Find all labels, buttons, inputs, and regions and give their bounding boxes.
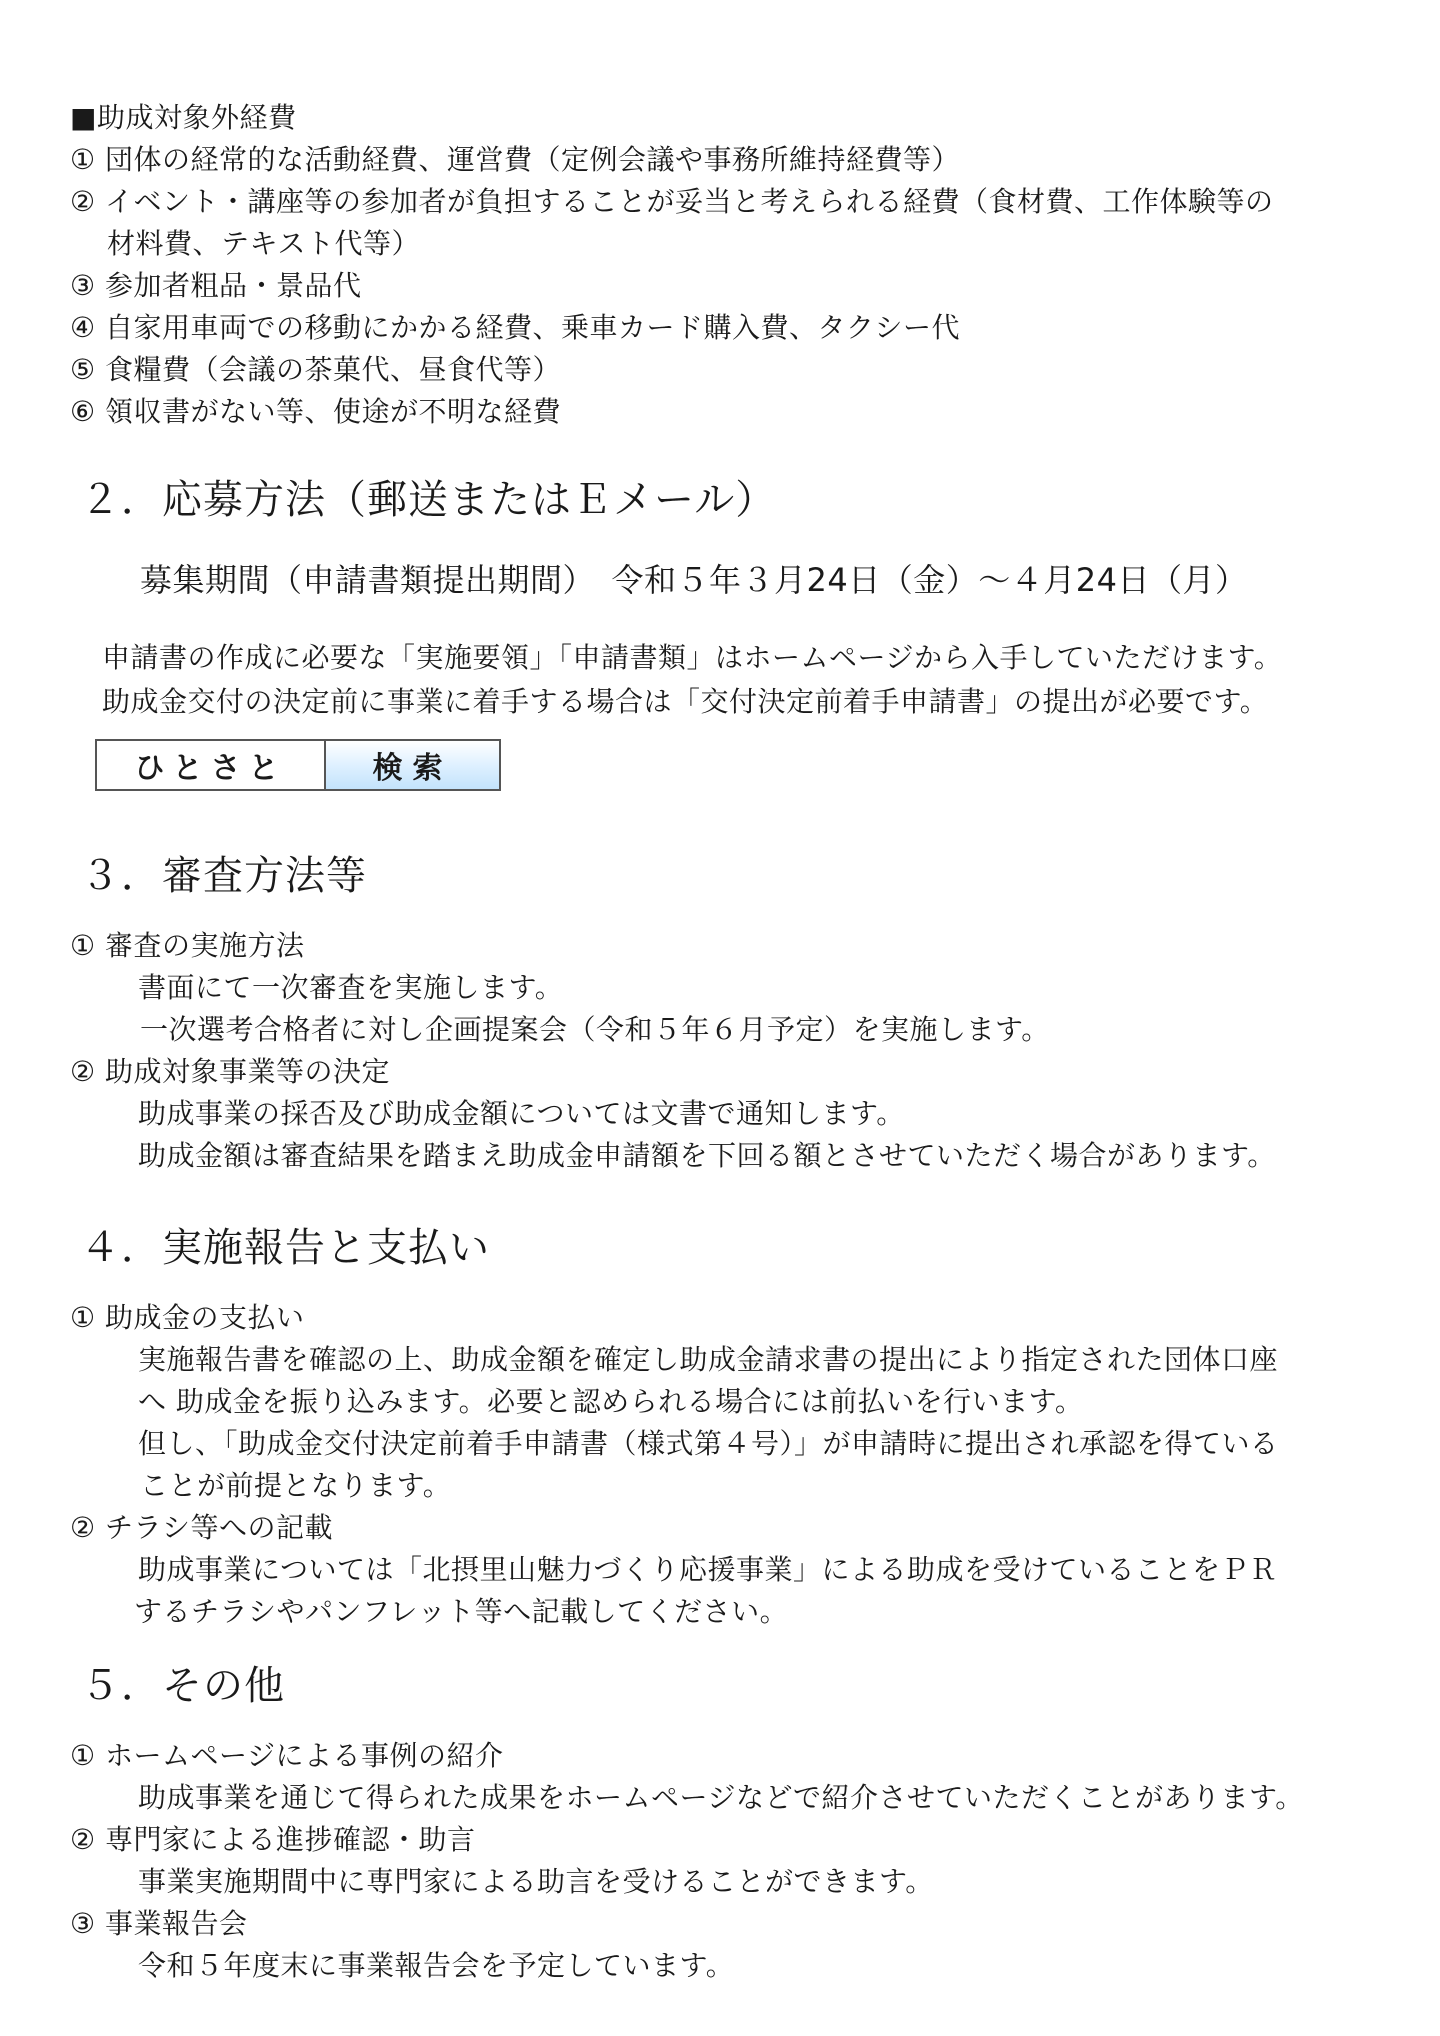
- excluded-cost-item: ⑥ 領収書がない等、使途が不明な経費: [70, 395, 562, 428]
- section-4-title: ４．実施報告と支払い: [80, 1225, 490, 1271]
- section-5-title: ５．その他: [80, 1663, 285, 1709]
- section-3-text: 助成金額は審査結果を踏まえ助成金申請額を下回る額とさせていただく場合があります。: [138, 1139, 1276, 1172]
- section-5-text: 助成事業を通じて得られた成果をホームページなどで紹介させていただくことがあります。: [138, 1781, 1304, 1814]
- search-query-field[interactable]: ひとさと: [97, 741, 326, 789]
- section-3-text: 一次選考合格者に対し企画提案会（令和５年６月予定）を実施します。: [140, 1013, 1050, 1046]
- section-2-text: 申請書の作成に必要な「実施要領」「申請書類」はホームページから入手していただけます。: [102, 641, 1283, 674]
- section-4-text: 但し、「助成金交付決定前着手申請書（様式第４号）」が申請時に提出され承認を得ている: [138, 1427, 1279, 1460]
- excluded-cost-item: ⑤ 食糧費（会議の茶菓代、昼食代等）: [70, 353, 562, 386]
- section-4-text: へ 助成金を振り込みます。必要と認められる場合には前払いを行います。: [138, 1385, 1084, 1418]
- excluded-cost-item: ① 団体の経常的な活動経費、運営費（定例会議や事務所維持経費等）: [70, 143, 961, 176]
- excluded-cost-item-continuation: 材料費、テキスト代等）: [107, 227, 420, 260]
- section-3-subheading: ② 助成対象事業等の決定: [70, 1055, 391, 1088]
- section-3-subheading: ① 審査の実施方法: [70, 929, 305, 962]
- section-4-text: ことが前提となります。: [140, 1469, 452, 1502]
- section-4-text: 実施報告書を確認の上、助成金額を確定し助成金請求書の提出により指定された団体口座: [138, 1343, 1279, 1376]
- application-period: 募集期間（申請書類提出期間） 令和５年３月24日（金）～４月24日（月）: [140, 561, 1248, 599]
- section-4-text: するチラシやパンフレット等へ記載してください。: [134, 1595, 789, 1628]
- section-4-subheading: ② チラシ等への記載: [70, 1511, 334, 1544]
- section-5-subheading: ② 専門家による進捗確認・助言: [70, 1823, 476, 1856]
- section-2-title: ２．応募方法（郵送またはＥメール）: [80, 477, 777, 523]
- section-5-text: 令和５年度末に事業報告会を予定しています。: [138, 1949, 735, 1982]
- section-5-subheading: ① ホームページによる事例の紹介: [70, 1739, 504, 1772]
- section-5-text: 事業実施期間中に専門家による助言を受けることができます。: [138, 1865, 934, 1898]
- section-4-text: 助成事業については「北摂里山魅力づくり応援事業」による助成を受けていることをＰＲ: [138, 1553, 1278, 1586]
- section-3-text: 書面にて一次審査を実施します。: [138, 971, 564, 1004]
- search-box: [95, 739, 501, 791]
- section-5-subheading: ③ 事業報告会: [70, 1907, 248, 1940]
- excluded-costs-heading: ■助成対象外経費: [70, 101, 297, 134]
- section-2-text: 助成金交付の決定前に事業に着手する場合は「交付決定前着手申請書」の提出が必要です。: [102, 685, 1269, 718]
- excluded-cost-item: ③ 参加者粗品・景品代: [70, 269, 362, 302]
- section-4-subheading: ① 助成金の支払い: [70, 1301, 305, 1334]
- section-3-text: 助成事業の採否及び助成金額については文書で通知します。: [138, 1097, 905, 1130]
- excluded-cost-item: ④ 自家用車両での移動にかかる経費、乗車カード購入費、タクシー代: [70, 311, 961, 344]
- section-3-title: ３．審査方法等: [80, 853, 367, 899]
- search-button[interactable]: 検索: [326, 741, 499, 789]
- excluded-cost-item: ② イベント・講座等の参加者が負担することが妥当と考えられる経費（食材費、工作体験等の: [70, 185, 1274, 218]
